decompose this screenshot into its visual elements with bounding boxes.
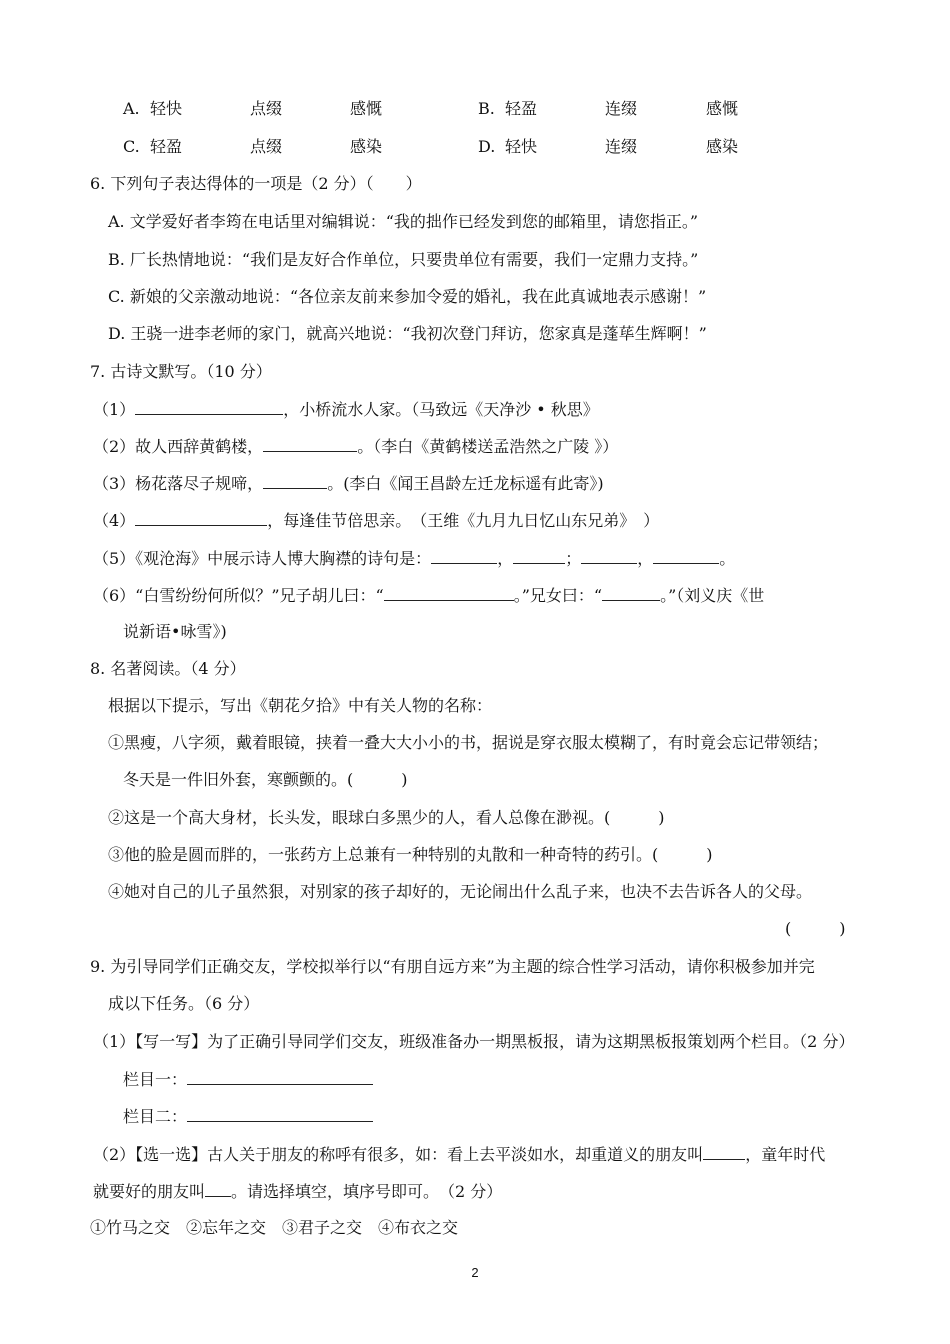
q7-line3 (93, 473, 604, 494)
q9-part2b-suffix: 。请选择填空，填序号即可。 （2 分） (231, 1182, 503, 1201)
q7-line4 (93, 510, 659, 531)
q9-column1 (123, 1069, 373, 1090)
q7-line3-blank[interactable] (263, 473, 327, 489)
q7-line1 (93, 399, 599, 420)
q7-line6-suffix: 。”（刘义庆《世 (660, 586, 765, 605)
option-c-word2: 点缀 (250, 137, 283, 156)
q9-column2-label: 栏目二： (123, 1107, 188, 1126)
q7-stem: 7. 古诗文默写。（10 分） (90, 362, 272, 381)
option-a-label: A. (123, 99, 140, 118)
q6-option-c: C. 新娘的父亲激动地说：“各位亲友前来参加令爱的婚礼，我在此真诚地表示感谢！” (108, 287, 707, 306)
q6-option-b: B. 厂长热情地说：“我们是友好合作单位，只要贵单位有需要，我们一定鼎力支持。” (108, 250, 699, 269)
q7-line4-prefix: （4） (93, 511, 136, 530)
option-c-word1: 轻盈 (150, 137, 183, 156)
q9-part1: （1）【写一写】为了正确引导同学们交友，班级准备办一期黑板报，请为这期黑板报策划两个栏目。（2 分） (93, 1032, 855, 1051)
q6-option-a: A. 文学爱好者李筠在电话里对编辑说：“我的拙作已经发到您的邮箱里，请您指正。” (108, 212, 699, 231)
q9-column1-label: 栏目一： (123, 1070, 188, 1089)
q9-options: ①竹马之交 ②忘年之交 ③君子之交 ④布衣之交 (90, 1218, 459, 1237)
q7-line6-continued: 说新语•咏雪》) (123, 622, 227, 641)
q9-part2-blank1[interactable] (703, 1144, 745, 1160)
q7-line1-suffix: ，小桥流水人家。（马致远《天净沙 • 秋思》 (283, 400, 599, 419)
option-d-word1: 轻快 (505, 137, 538, 156)
q8-stem: 8. 名著阅读。（4 分） (90, 659, 246, 678)
q7-line3-prefix: （3）杨花落尽子规啼， (93, 474, 264, 493)
option-c-label: C. (123, 137, 140, 156)
q9-column2 (123, 1106, 373, 1127)
q9-part2-blank2[interactable] (205, 1181, 231, 1197)
q7-line5-sep2: ； (565, 549, 582, 568)
option-a-word3: 感慨 (350, 99, 383, 118)
q7-line5-blank3[interactable] (581, 548, 637, 564)
q9-column1-blank[interactable] (187, 1069, 373, 1085)
q7-line2 (93, 436, 618, 457)
q8-item1: ①黑瘦，八字须，戴着眼镜，挟着一叠大大小小的书，据说是穿衣服太模糊了，有时竟会忘记带领结； (108, 733, 829, 752)
q7-line2-blank[interactable] (263, 436, 357, 452)
option-b-label: B. (478, 99, 495, 118)
q9-column2-blank[interactable] (187, 1106, 373, 1122)
q7-line5-blank2[interactable] (513, 548, 565, 564)
q8-item2: ②这是一个高大身材，长头发，眼球白多黑少的人，看人总像在渺视。( ) (108, 808, 665, 827)
q7-line2-suffix: 。（李白《黄鹤楼送孟浩然之广陵 》） (357, 437, 619, 456)
q7-line1-prefix: （1） (93, 400, 136, 419)
q7-line5-blank1[interactable] (431, 548, 497, 564)
q7-line5-prefix: （5）《观沧海》中展示诗人博大胸襟的诗句是： (93, 549, 432, 568)
page-number: 2 (471, 1265, 479, 1280)
q7-line5-end: 。 (719, 549, 736, 568)
q8-item1-continued: 冬天是一件旧外套，寒颤颤的。( ) (123, 770, 408, 789)
option-b-word1: 轻盈 (505, 99, 538, 118)
q7-line4-suffix: ，每逢佳节倍思亲。 （王维《九月九日忆山东兄弟》 ） (267, 511, 660, 530)
q7-line3-suffix: 。(李白《闻王昌龄左迁龙标遥有此寄》) (327, 474, 604, 493)
option-d-word3: 感染 (706, 137, 739, 156)
option-d-label: D. (478, 137, 496, 156)
q8-item4: ④她对自己的儿子虽然狠，对别家的孩子却好的，无论闹出什么乱子来，也决不去告诉各人的父母。 (108, 882, 813, 901)
option-b-word3: 感慨 (706, 99, 739, 118)
q9-part2-continued (93, 1181, 502, 1202)
option-c-word3: 感染 (350, 137, 383, 156)
q7-line6-blank2[interactable] (602, 585, 660, 601)
q9-part2 (93, 1144, 825, 1165)
option-a-word1: 轻快 (150, 99, 183, 118)
q7-line4-blank[interactable] (135, 510, 267, 526)
q9-part2-prefix: （2）【选一选】古人关于朋友的称呼有很多，如：看上去平淡如水，却重道义的朋友叫 (93, 1145, 704, 1164)
q7-line2-prefix: （2）故人西辞黄鹤楼， (93, 437, 264, 456)
q7-line6 (93, 585, 764, 606)
q7-line6-middle: 。”兄女曰：“ (513, 586, 603, 605)
option-d-word2: 连缀 (605, 137, 638, 156)
q9-stem-continued: 成以下任务。（6 分） (108, 994, 260, 1013)
q6-stem: 6. 下列句子表达得体的一项是（2 分）（ ） (90, 174, 422, 193)
q7-line5-blank4[interactable] (653, 548, 719, 564)
q6-option-d: D. 王骁一进李老师的家门，就高兴地说：“我初次登门拜访，您家真是蓬荜生辉啊！” (108, 324, 707, 343)
q9-part2b-prefix: 就要好的朋友叫 (93, 1182, 206, 1201)
q7-line1-blank[interactable] (135, 399, 283, 415)
q7-line5 (93, 548, 735, 569)
q8-item4-answer-paren[interactable]: ( ) (785, 919, 846, 938)
q7-line6-prefix: （6）“白雪纷纷何所似？”兄子胡儿曰：“ (93, 586, 384, 605)
option-b-word2: 连缀 (605, 99, 638, 118)
q7-line5-sep3: ， (637, 549, 654, 568)
q8-intro: 根据以下提示，写出《朝花夕拾》中有关人物的名称： (108, 696, 493, 715)
option-a-word2: 点缀 (250, 99, 283, 118)
q7-line6-blank1[interactable] (384, 585, 514, 601)
q8-item3: ③他的脸是圆而胖的，一张药方上总兼有一种特别的丸散和一种奇特的药引。( ) (108, 845, 713, 864)
q9-stem: 9. 为引导同学们正确交友，学校拟举行以“有朋自远方来”为主题的综合性学习活动，请你积极参加并完 (90, 957, 815, 976)
q7-line5-sep1: ， (497, 549, 514, 568)
q9-part2-suffix: ，童年时代 (745, 1145, 826, 1164)
